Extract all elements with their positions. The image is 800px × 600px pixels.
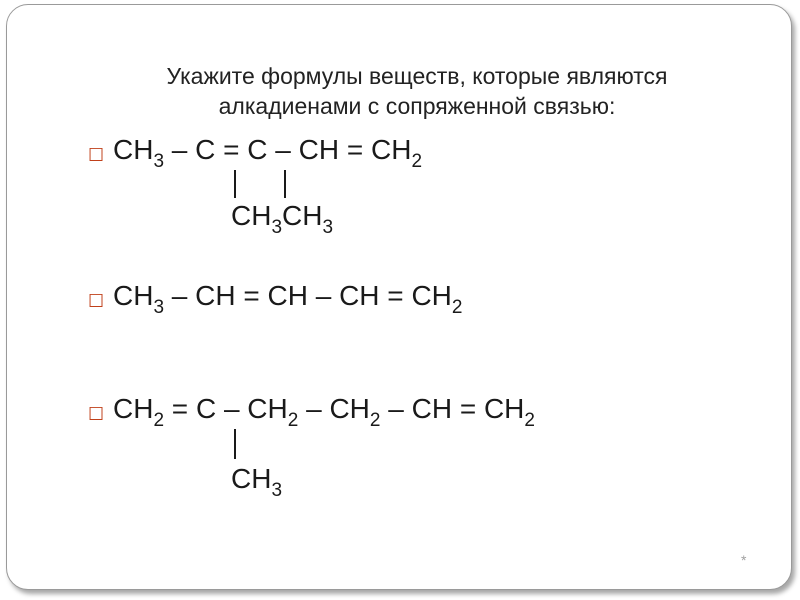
title-line-1: Укажите формулы веществ, которые являются [166,63,668,89]
checkbox-bullet-icon: ☐ [88,404,105,425]
formula-3: $CH_2 = C - CH_2 - CH_2$ – CH = $CH_2$ [113,393,535,431]
formula-3-branch: $CH_3$ [231,463,283,501]
bond-line [234,170,236,198]
slide-title [107,61,727,121]
bond-line [284,170,286,198]
checkbox-bullet-icon: ☐ [88,291,105,312]
formula-1-branch: $CH_3CH_3$ [231,200,334,238]
formula-1: $CH_3 - C = C$ – CH = $CH_2$ [113,134,423,172]
formula-2: $CH_3$ – CH = CH – CH = $CH_2$ [113,280,463,318]
checkbox-bullet-icon: ☐ [88,145,105,166]
slide-number: * [741,552,747,568]
bond-line [234,429,236,459]
title-line-2: алкадиенами с сопряженной связью: [218,93,616,119]
